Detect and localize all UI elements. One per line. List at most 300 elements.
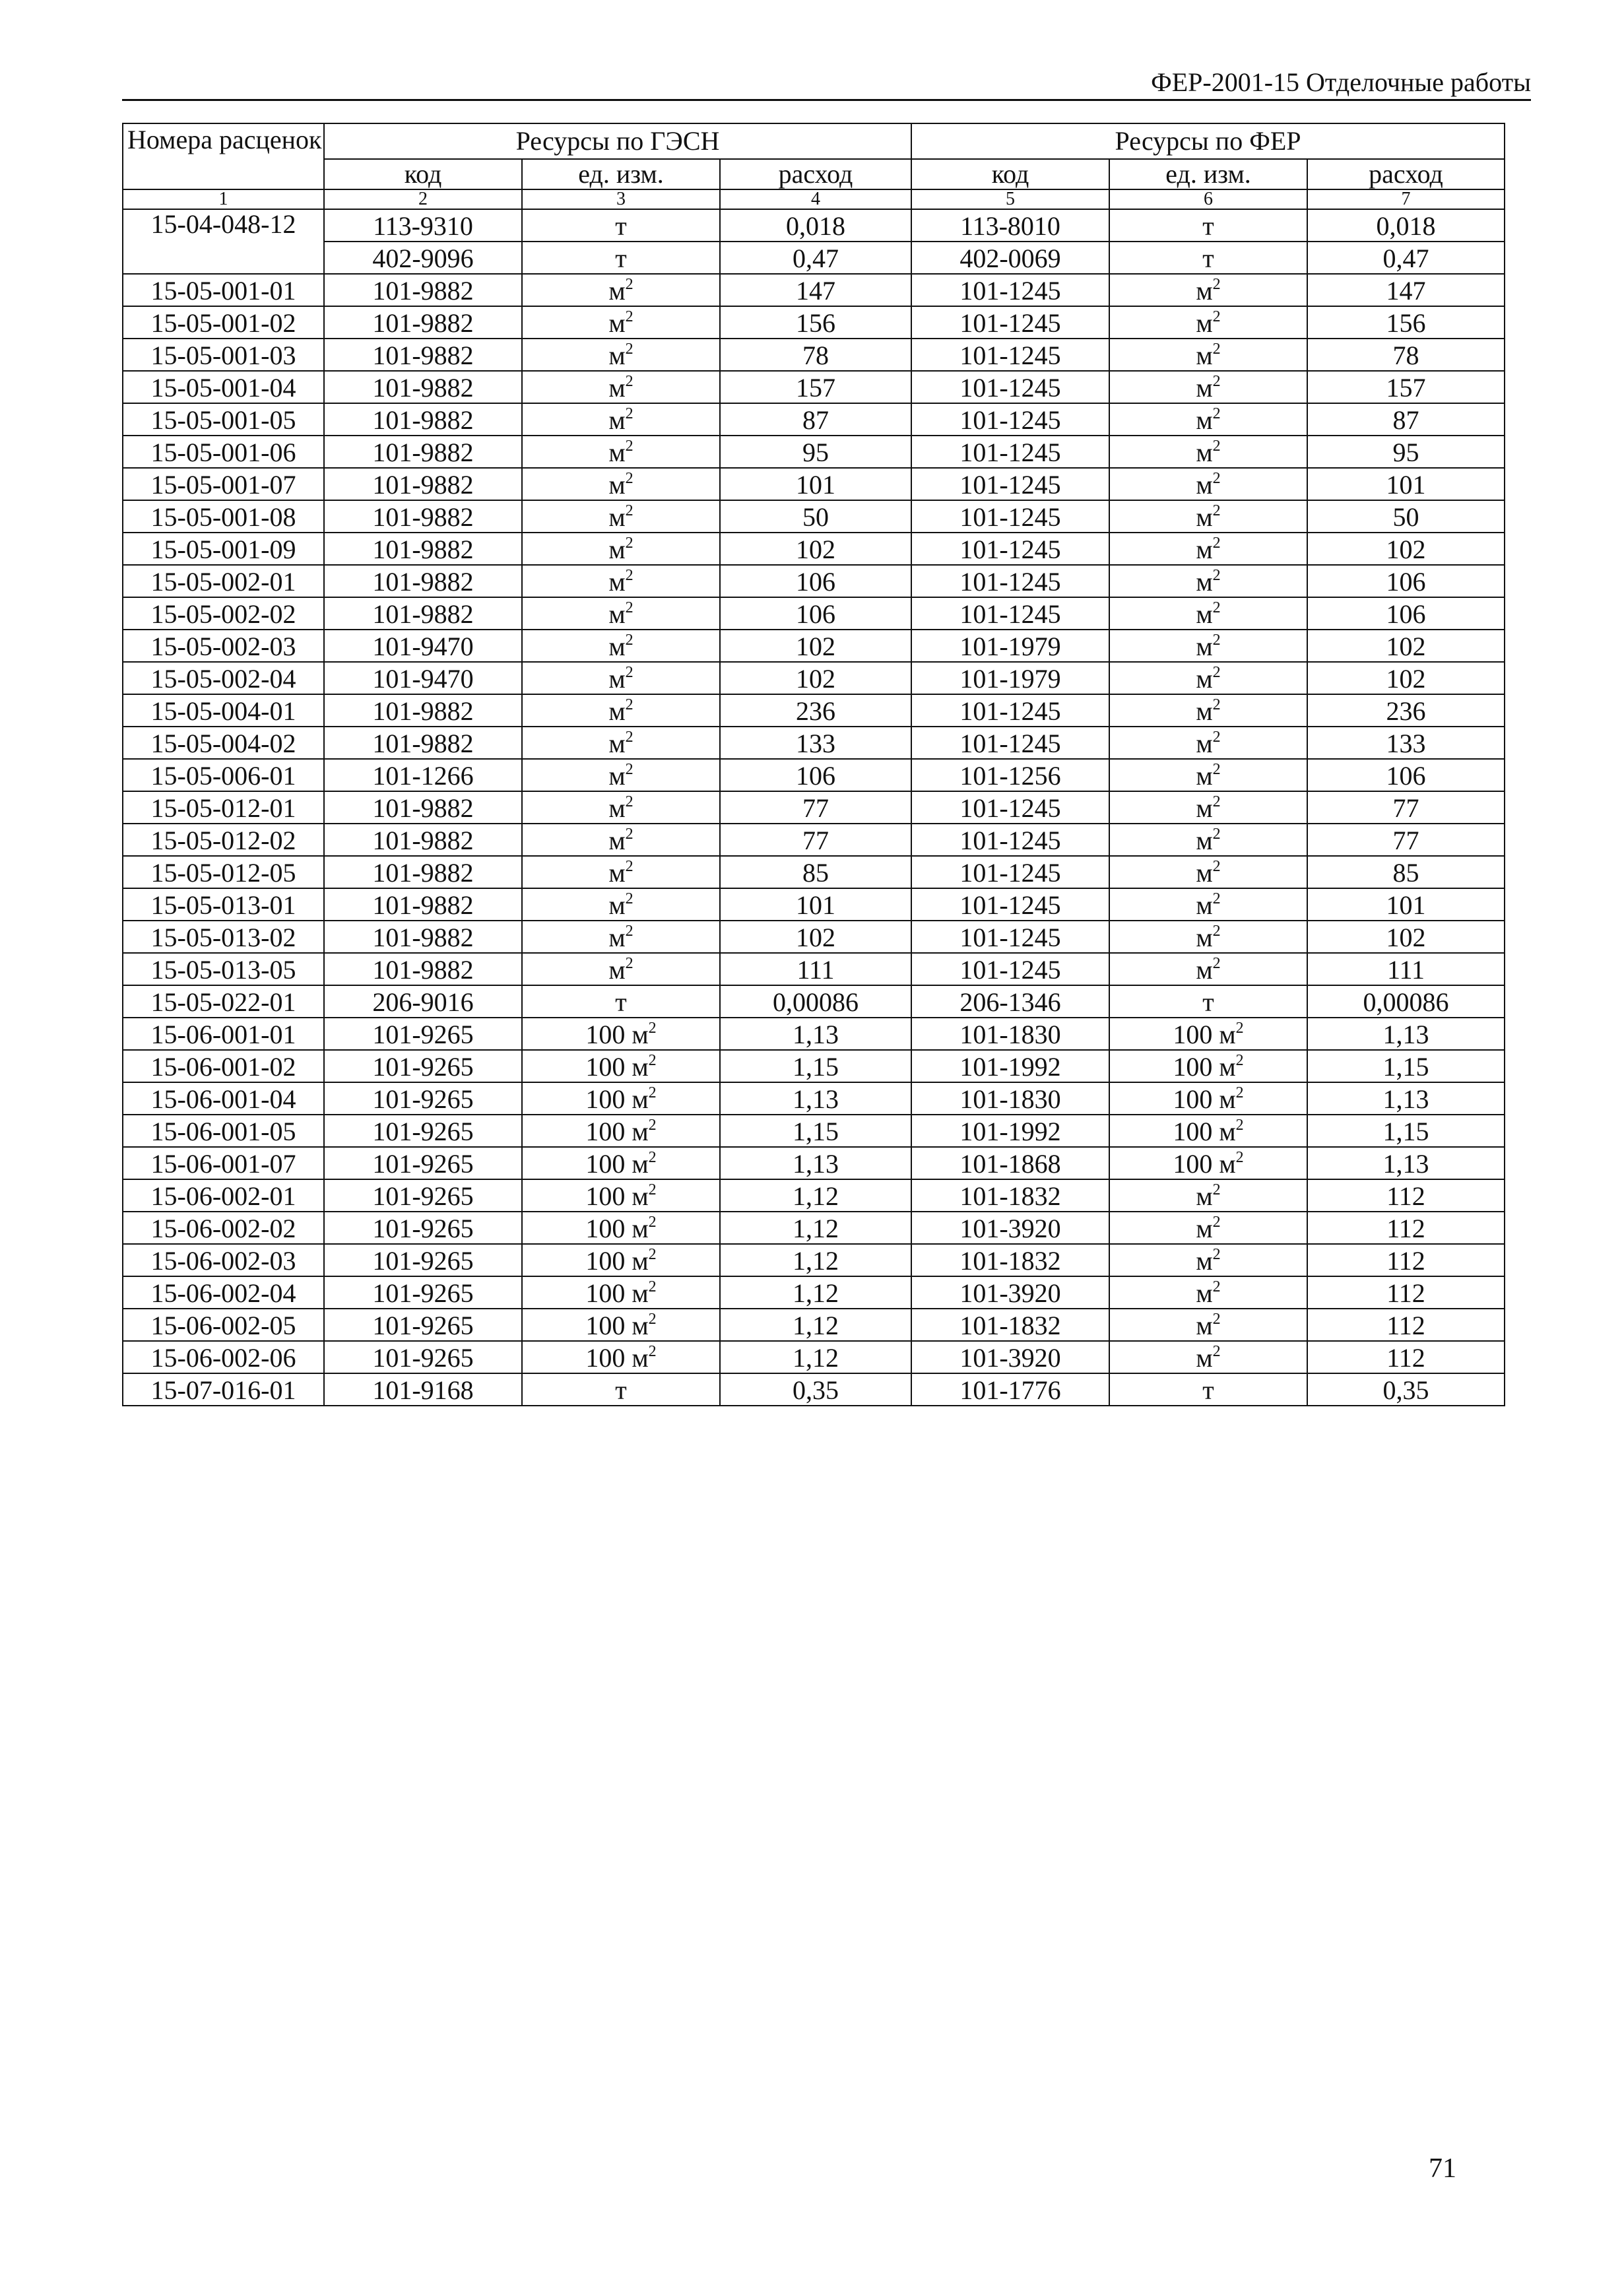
table-cell: $м^2$	[522, 371, 720, 403]
table-cell: 101-9265	[324, 1244, 522, 1276]
table-row	[123, 209, 1505, 242]
table-cell: 1,12	[720, 1179, 911, 1212]
table-cell: $м^2$	[1109, 306, 1307, 339]
rate-number-cell: 15-05-012-05	[123, 856, 324, 888]
rate-number-cell: 15-06-002-06	[123, 1341, 324, 1373]
table-cell: 101-9265	[324, 1212, 522, 1244]
table-row	[123, 953, 1505, 985]
table-cell: 112	[1307, 1244, 1505, 1276]
table-row	[123, 1212, 1505, 1244]
table-cell: $м^2$	[522, 565, 720, 597]
table-cell: 102	[720, 630, 911, 662]
table-cell: $м^2$	[522, 694, 720, 727]
rate-number-cell: 15-05-006-01	[123, 759, 324, 791]
table-cell: 101-9470	[324, 662, 522, 694]
table-cell: 157	[720, 371, 911, 403]
table-row	[123, 662, 1505, 694]
table-row	[123, 1309, 1505, 1341]
table-cell: т	[522, 1373, 720, 1406]
rate-number-cell: 15-06-001-02	[123, 1050, 324, 1082]
table-cell: 100 $м^2$	[1109, 1082, 1307, 1115]
table-cell: 112	[1307, 1309, 1505, 1341]
table-cell: 402-9096	[324, 242, 522, 274]
table-row	[123, 921, 1505, 953]
table-cell: $м^2$	[1109, 500, 1307, 533]
table-row	[123, 565, 1505, 597]
table-row	[123, 371, 1505, 403]
table-cell: $м^2$	[1109, 662, 1307, 694]
table-cell: 102	[1307, 533, 1505, 565]
table-cell: 101-9882	[324, 953, 522, 985]
page-number: 71	[1429, 2153, 1456, 2184]
table-cell: 112	[1307, 1212, 1505, 1244]
table-cell: 102	[720, 533, 911, 565]
table-cell: $м^2$	[1109, 468, 1307, 500]
table-cell: 102	[1307, 921, 1505, 953]
table-row	[123, 500, 1505, 533]
table-row	[123, 306, 1505, 339]
rate-number-cell: 15-05-013-02	[123, 921, 324, 953]
table-cell: 106	[1307, 759, 1505, 791]
table-cell: 0,018	[1307, 209, 1505, 242]
table-cell: 101-1832	[911, 1244, 1109, 1276]
table-cell: 77	[720, 824, 911, 856]
table-cell: 147	[1307, 274, 1505, 306]
column-number-cell: 3	[522, 189, 720, 209]
table-cell: 101	[720, 888, 911, 921]
table-cell: 101-1245	[911, 888, 1109, 921]
rate-number-cell: 15-06-001-07	[123, 1147, 324, 1179]
table-cell: $м^2$	[522, 824, 720, 856]
table-cell: $м^2$	[522, 274, 720, 306]
table-cell: $м^2$	[522, 727, 720, 759]
table-cell: 101-9882	[324, 727, 522, 759]
table-cell: 87	[720, 403, 911, 436]
rate-number-cell: 15-06-002-01	[123, 1179, 324, 1212]
table-cell: 101-1245	[911, 371, 1109, 403]
table-cell: $м^2$	[1109, 694, 1307, 727]
table-cell: 101-9882	[324, 565, 522, 597]
table-cell: 50	[720, 500, 911, 533]
table-cell: 101-1245	[911, 436, 1109, 468]
rate-number-cell: 15-06-001-04	[123, 1082, 324, 1115]
table-cell: 50	[1307, 500, 1505, 533]
table-cell: 101-9265	[324, 1341, 522, 1373]
table-cell: 101-1245	[911, 306, 1109, 339]
table-cell: 101-9882	[324, 274, 522, 306]
table-cell: 0,00086	[720, 985, 911, 1018]
table-cell: 100 $м^2$	[522, 1147, 720, 1179]
table-cell: 101-9882	[324, 921, 522, 953]
table-cell: 0,47	[720, 242, 911, 274]
table-row	[123, 436, 1505, 468]
table-cell: $м^2$	[1109, 565, 1307, 597]
table-row	[123, 1050, 1505, 1082]
table-row	[123, 242, 1505, 274]
table-cell: т	[522, 242, 720, 274]
table-cell: 100 $м^2$	[1109, 1018, 1307, 1050]
rate-number-cell: 15-05-013-01	[123, 888, 324, 921]
table-cell: 101-1830	[911, 1082, 1109, 1115]
table-cell: $м^2$	[522, 921, 720, 953]
column-number-cell: 2	[324, 189, 522, 209]
table-cell: 101	[1307, 468, 1505, 500]
table-cell: 101-1868	[911, 1147, 1109, 1179]
table-cell: $м^2$	[522, 339, 720, 371]
rate-number-cell: 15-05-002-04	[123, 662, 324, 694]
rate-number-cell: 15-05-001-07	[123, 468, 324, 500]
table-cell: 1,13	[1307, 1082, 1505, 1115]
table-cell: т	[1109, 242, 1307, 274]
table-row	[123, 1276, 1505, 1309]
table-cell: $м^2$	[522, 888, 720, 921]
column-number-cell: 5	[911, 189, 1109, 209]
table-cell: 101-9265	[324, 1147, 522, 1179]
table-row	[123, 403, 1505, 436]
subheader-cell: расход	[1307, 159, 1505, 189]
column-number-cell: 6	[1109, 189, 1307, 209]
table-cell: $м^2$	[1109, 436, 1307, 468]
table-cell: $м^2$	[522, 856, 720, 888]
table-cell: $м^2$	[522, 630, 720, 662]
table-row	[123, 1082, 1505, 1115]
table-cell: 100 $м^2$	[1109, 1050, 1307, 1082]
table-cell: 106	[720, 565, 911, 597]
table-cell: 100 $м^2$	[522, 1179, 720, 1212]
rate-number-cell: 15-05-001-02	[123, 306, 324, 339]
table-cell: $м^2$	[1109, 921, 1307, 953]
table-row	[123, 1341, 1505, 1373]
table-cell: 1,15	[720, 1050, 911, 1082]
table-cell: $м^2$	[1109, 597, 1307, 630]
table-cell: 101-9168	[324, 1373, 522, 1406]
table-cell: 77	[1307, 791, 1505, 824]
table-cell: 1,15	[1307, 1115, 1505, 1147]
rate-number-cell: 15-05-001-01	[123, 274, 324, 306]
table-cell: 101-3920	[911, 1212, 1109, 1244]
table-cell: 101-1245	[911, 824, 1109, 856]
table-cell: $м^2$	[522, 953, 720, 985]
table-cell: 101-1266	[324, 759, 522, 791]
table-cell: 101-9882	[324, 791, 522, 824]
table-cell: 112	[1307, 1276, 1505, 1309]
table-cell: 0,35	[1307, 1373, 1505, 1406]
table-cell: 102	[1307, 630, 1505, 662]
table-cell: 101-3920	[911, 1341, 1109, 1373]
rate-number-cell: 15-05-002-03	[123, 630, 324, 662]
table-cell: $м^2$	[1109, 1341, 1307, 1373]
table-row	[123, 791, 1505, 824]
table-row	[123, 630, 1505, 662]
table-cell: 157	[1307, 371, 1505, 403]
header-group-gesn: Ресурсы по ГЭСН	[324, 123, 911, 159]
table-cell: 101-1245	[911, 339, 1109, 371]
rate-number-cell: 15-05-002-02	[123, 597, 324, 630]
table-cell: 101-1245	[911, 533, 1109, 565]
table-cell: 1,12	[720, 1341, 911, 1373]
table-cell: 101-9882	[324, 824, 522, 856]
header-group-fer: Ресурсы по ФЕР	[911, 123, 1505, 159]
table-cell: 206-1346	[911, 985, 1109, 1018]
column-number-cell: 7	[1307, 189, 1505, 209]
table-cell: $м^2$	[522, 403, 720, 436]
rate-number-cell: 15-05-002-01	[123, 565, 324, 597]
table-cell: т	[1109, 985, 1307, 1018]
table-cell: 101-9882	[324, 436, 522, 468]
table-row	[123, 1373, 1505, 1406]
column-number-cell: 4	[720, 189, 911, 209]
table-cell: т	[1109, 1373, 1307, 1406]
table-cell: 100 $м^2$	[522, 1276, 720, 1309]
table-cell: т	[1109, 209, 1307, 242]
table-row	[123, 727, 1505, 759]
table-cell: 206-9016	[324, 985, 522, 1018]
table-cell: 1,12	[720, 1309, 911, 1341]
table-cell: 101	[1307, 888, 1505, 921]
table-row	[123, 856, 1505, 888]
table-cell: 101-9882	[324, 371, 522, 403]
table-cell: 111	[720, 953, 911, 985]
table-cell: 101-9882	[324, 339, 522, 371]
table-cell: 101-1830	[911, 1018, 1109, 1050]
table-cell: 100 $м^2$	[522, 1309, 720, 1341]
table-cell: $м^2$	[522, 500, 720, 533]
page-header	[122, 61, 1531, 101]
table-cell: 101-1245	[911, 403, 1109, 436]
table-cell: 101-9882	[324, 468, 522, 500]
table-cell: $м^2$	[1109, 1276, 1307, 1309]
header-rate-numbers: Номера расценок	[123, 123, 324, 189]
table-cell: 101-9882	[324, 856, 522, 888]
table-cell: $м^2$	[1109, 274, 1307, 306]
table-cell: 1,12	[720, 1244, 911, 1276]
table-row	[123, 533, 1505, 565]
table-cell: 100 $м^2$	[522, 1212, 720, 1244]
table-row	[123, 339, 1505, 371]
table-cell: 77	[1307, 824, 1505, 856]
table-cell: 101-1832	[911, 1309, 1109, 1341]
table-cell: 78	[1307, 339, 1505, 371]
table-cell: $м^2$	[522, 597, 720, 630]
table-cell: 101-9882	[324, 533, 522, 565]
rate-number-cell: 15-05-001-09	[123, 533, 324, 565]
table-cell: $м^2$	[1109, 1309, 1307, 1341]
subheader-cell: ед. изм.	[522, 159, 720, 189]
table-cell: 0,35	[720, 1373, 911, 1406]
table-row	[123, 759, 1505, 791]
table-cell: $м^2$	[1109, 403, 1307, 436]
table-cell: 0,018	[720, 209, 911, 242]
table-cell: 101-9265	[324, 1115, 522, 1147]
table-cell: 100 $м^2$	[522, 1244, 720, 1276]
document-title: ФЕР-2001-15 Отделочные работы	[1151, 67, 1531, 97]
rate-number-cell: 15-04-048-12	[123, 209, 324, 274]
table-cell: 85	[720, 856, 911, 888]
table-cell: 100 $м^2$	[522, 1050, 720, 1082]
table-cell: 1,12	[720, 1276, 911, 1309]
table-cell: 101	[720, 468, 911, 500]
table-cell: 111	[1307, 953, 1505, 985]
table-row	[123, 274, 1505, 306]
subheader-cell: ед. изм.	[1109, 159, 1307, 189]
table-cell: 101-9882	[324, 888, 522, 921]
table-row	[123, 824, 1505, 856]
table-cell: 1,13	[720, 1147, 911, 1179]
table-cell: 101-1245	[911, 597, 1109, 630]
table-cell: 1,15	[1307, 1050, 1505, 1082]
table-cell: 101-9265	[324, 1276, 522, 1309]
subheader-cell: расход	[720, 159, 911, 189]
table-cell: 101-9882	[324, 597, 522, 630]
table-cell: 101-9265	[324, 1050, 522, 1082]
rate-number-cell: 15-05-004-02	[123, 727, 324, 759]
table-cell: 101-1245	[911, 500, 1109, 533]
table-cell: $м^2$	[1109, 824, 1307, 856]
table-row	[123, 985, 1505, 1018]
table-cell: $м^2$	[522, 468, 720, 500]
table-cell: 101-1979	[911, 630, 1109, 662]
rate-number-cell: 15-06-002-03	[123, 1244, 324, 1276]
table-row	[123, 1244, 1505, 1276]
table-cell: $м^2$	[1109, 371, 1307, 403]
table-cell: 100 $м^2$	[522, 1082, 720, 1115]
table-cell: 101-1245	[911, 921, 1109, 953]
rate-number-cell: 15-07-016-01	[123, 1373, 324, 1406]
table-cell: 113-9310	[324, 209, 522, 242]
table-cell: 100 $м^2$	[522, 1115, 720, 1147]
rate-number-cell: 15-06-002-02	[123, 1212, 324, 1244]
table-cell: 236	[1307, 694, 1505, 727]
table-cell: 112	[1307, 1179, 1505, 1212]
table-cell: 106	[720, 759, 911, 791]
table-cell: 402-0069	[911, 242, 1109, 274]
table-row	[123, 1179, 1505, 1212]
table-cell: 87	[1307, 403, 1505, 436]
rate-number-cell: 15-05-013-05	[123, 953, 324, 985]
subheader-cell: код	[324, 159, 522, 189]
table-cell: $м^2$	[1109, 791, 1307, 824]
table-cell: 101-9265	[324, 1309, 522, 1341]
subheader-cell: код	[911, 159, 1109, 189]
table-cell: $м^2$	[1109, 1244, 1307, 1276]
table-cell: т	[522, 209, 720, 242]
table-cell: 101-1992	[911, 1115, 1109, 1147]
table-cell: 101-9265	[324, 1179, 522, 1212]
table-cell: $м^2$	[1109, 630, 1307, 662]
table-row	[123, 1147, 1505, 1179]
table-cell: $м^2$	[1109, 856, 1307, 888]
table-cell: 101-1992	[911, 1050, 1109, 1082]
table-row	[123, 888, 1505, 921]
table-cell: $м^2$	[1109, 759, 1307, 791]
table-cell: 106	[720, 597, 911, 630]
table-cell: 101-1245	[911, 856, 1109, 888]
table-cell: 147	[720, 274, 911, 306]
table-row	[123, 468, 1505, 500]
rate-number-cell: 15-06-001-05	[123, 1115, 324, 1147]
resources-table	[122, 123, 1505, 1406]
table-cell: $м^2$	[1109, 1179, 1307, 1212]
rate-number-cell: 15-05-012-02	[123, 824, 324, 856]
table-cell: 95	[720, 436, 911, 468]
table-cell: 101-1245	[911, 694, 1109, 727]
table-cell: $м^2$	[1109, 1212, 1307, 1244]
rate-number-cell: 15-06-002-05	[123, 1309, 324, 1341]
table-cell: $м^2$	[522, 306, 720, 339]
table-cell: 101-1245	[911, 791, 1109, 824]
table-row	[123, 597, 1505, 630]
table-cell: $м^2$	[522, 662, 720, 694]
table-cell: 101-3920	[911, 1276, 1109, 1309]
table-cell: 0,47	[1307, 242, 1505, 274]
table-cell: 78	[720, 339, 911, 371]
table-cell: 102	[720, 921, 911, 953]
rate-number-cell: 15-05-004-01	[123, 694, 324, 727]
table-cell: 1,13	[720, 1082, 911, 1115]
table-cell: $м^2$	[1109, 727, 1307, 759]
table-cell: $м^2$	[1109, 533, 1307, 565]
table-cell: 100 $м^2$	[522, 1018, 720, 1050]
table-cell: 0,00086	[1307, 985, 1505, 1018]
table-cell: 156	[720, 306, 911, 339]
rate-number-cell: 15-06-001-01	[123, 1018, 324, 1050]
table-cell: 100 $м^2$	[1109, 1147, 1307, 1179]
table-cell: 101-9882	[324, 500, 522, 533]
table-cell: т	[522, 985, 720, 1018]
table-cell: 106	[1307, 565, 1505, 597]
table-cell: 85	[1307, 856, 1505, 888]
rate-number-cell: 15-05-001-05	[123, 403, 324, 436]
rate-number-cell: 15-06-002-04	[123, 1276, 324, 1309]
rate-number-cell: 15-05-022-01	[123, 985, 324, 1018]
table-cell: 101-1245	[911, 727, 1109, 759]
table-cell: 112	[1307, 1341, 1505, 1373]
table-cell: 106	[1307, 597, 1505, 630]
table-cell: 101-9882	[324, 306, 522, 339]
rate-number-cell: 15-05-012-01	[123, 791, 324, 824]
rate-number-cell: 15-05-001-08	[123, 500, 324, 533]
table-cell: 102	[720, 662, 911, 694]
table-cell: 77	[720, 791, 911, 824]
table-cell: 101-9265	[324, 1082, 522, 1115]
table-cell: 100 $м^2$	[1109, 1115, 1307, 1147]
table-cell: 156	[1307, 306, 1505, 339]
table-cell: 95	[1307, 436, 1505, 468]
table-cell: 101-1245	[911, 953, 1109, 985]
table-cell: 101-1245	[911, 565, 1109, 597]
table-cell: 101-1832	[911, 1179, 1109, 1212]
table-cell: $м^2$	[522, 436, 720, 468]
table-cell: $м^2$	[1109, 953, 1307, 985]
rate-number-cell: 15-05-001-06	[123, 436, 324, 468]
table-cell: 101-9470	[324, 630, 522, 662]
table-cell: 1,13	[720, 1018, 911, 1050]
table-cell: 1,15	[720, 1115, 911, 1147]
table-cell: 102	[1307, 662, 1505, 694]
table-cell: $м^2$	[522, 759, 720, 791]
table-cell: 133	[1307, 727, 1505, 759]
table-cell: $м^2$	[522, 791, 720, 824]
table-row	[123, 694, 1505, 727]
table-cell: 113-8010	[911, 209, 1109, 242]
table-cell: $м^2$	[1109, 339, 1307, 371]
table-cell: 1,13	[1307, 1147, 1505, 1179]
table-cell: 101-1256	[911, 759, 1109, 791]
table-cell: 101-9882	[324, 403, 522, 436]
table-cell: 100 $м^2$	[522, 1341, 720, 1373]
table-cell: 101-1979	[911, 662, 1109, 694]
rate-number-cell: 15-05-001-03	[123, 339, 324, 371]
